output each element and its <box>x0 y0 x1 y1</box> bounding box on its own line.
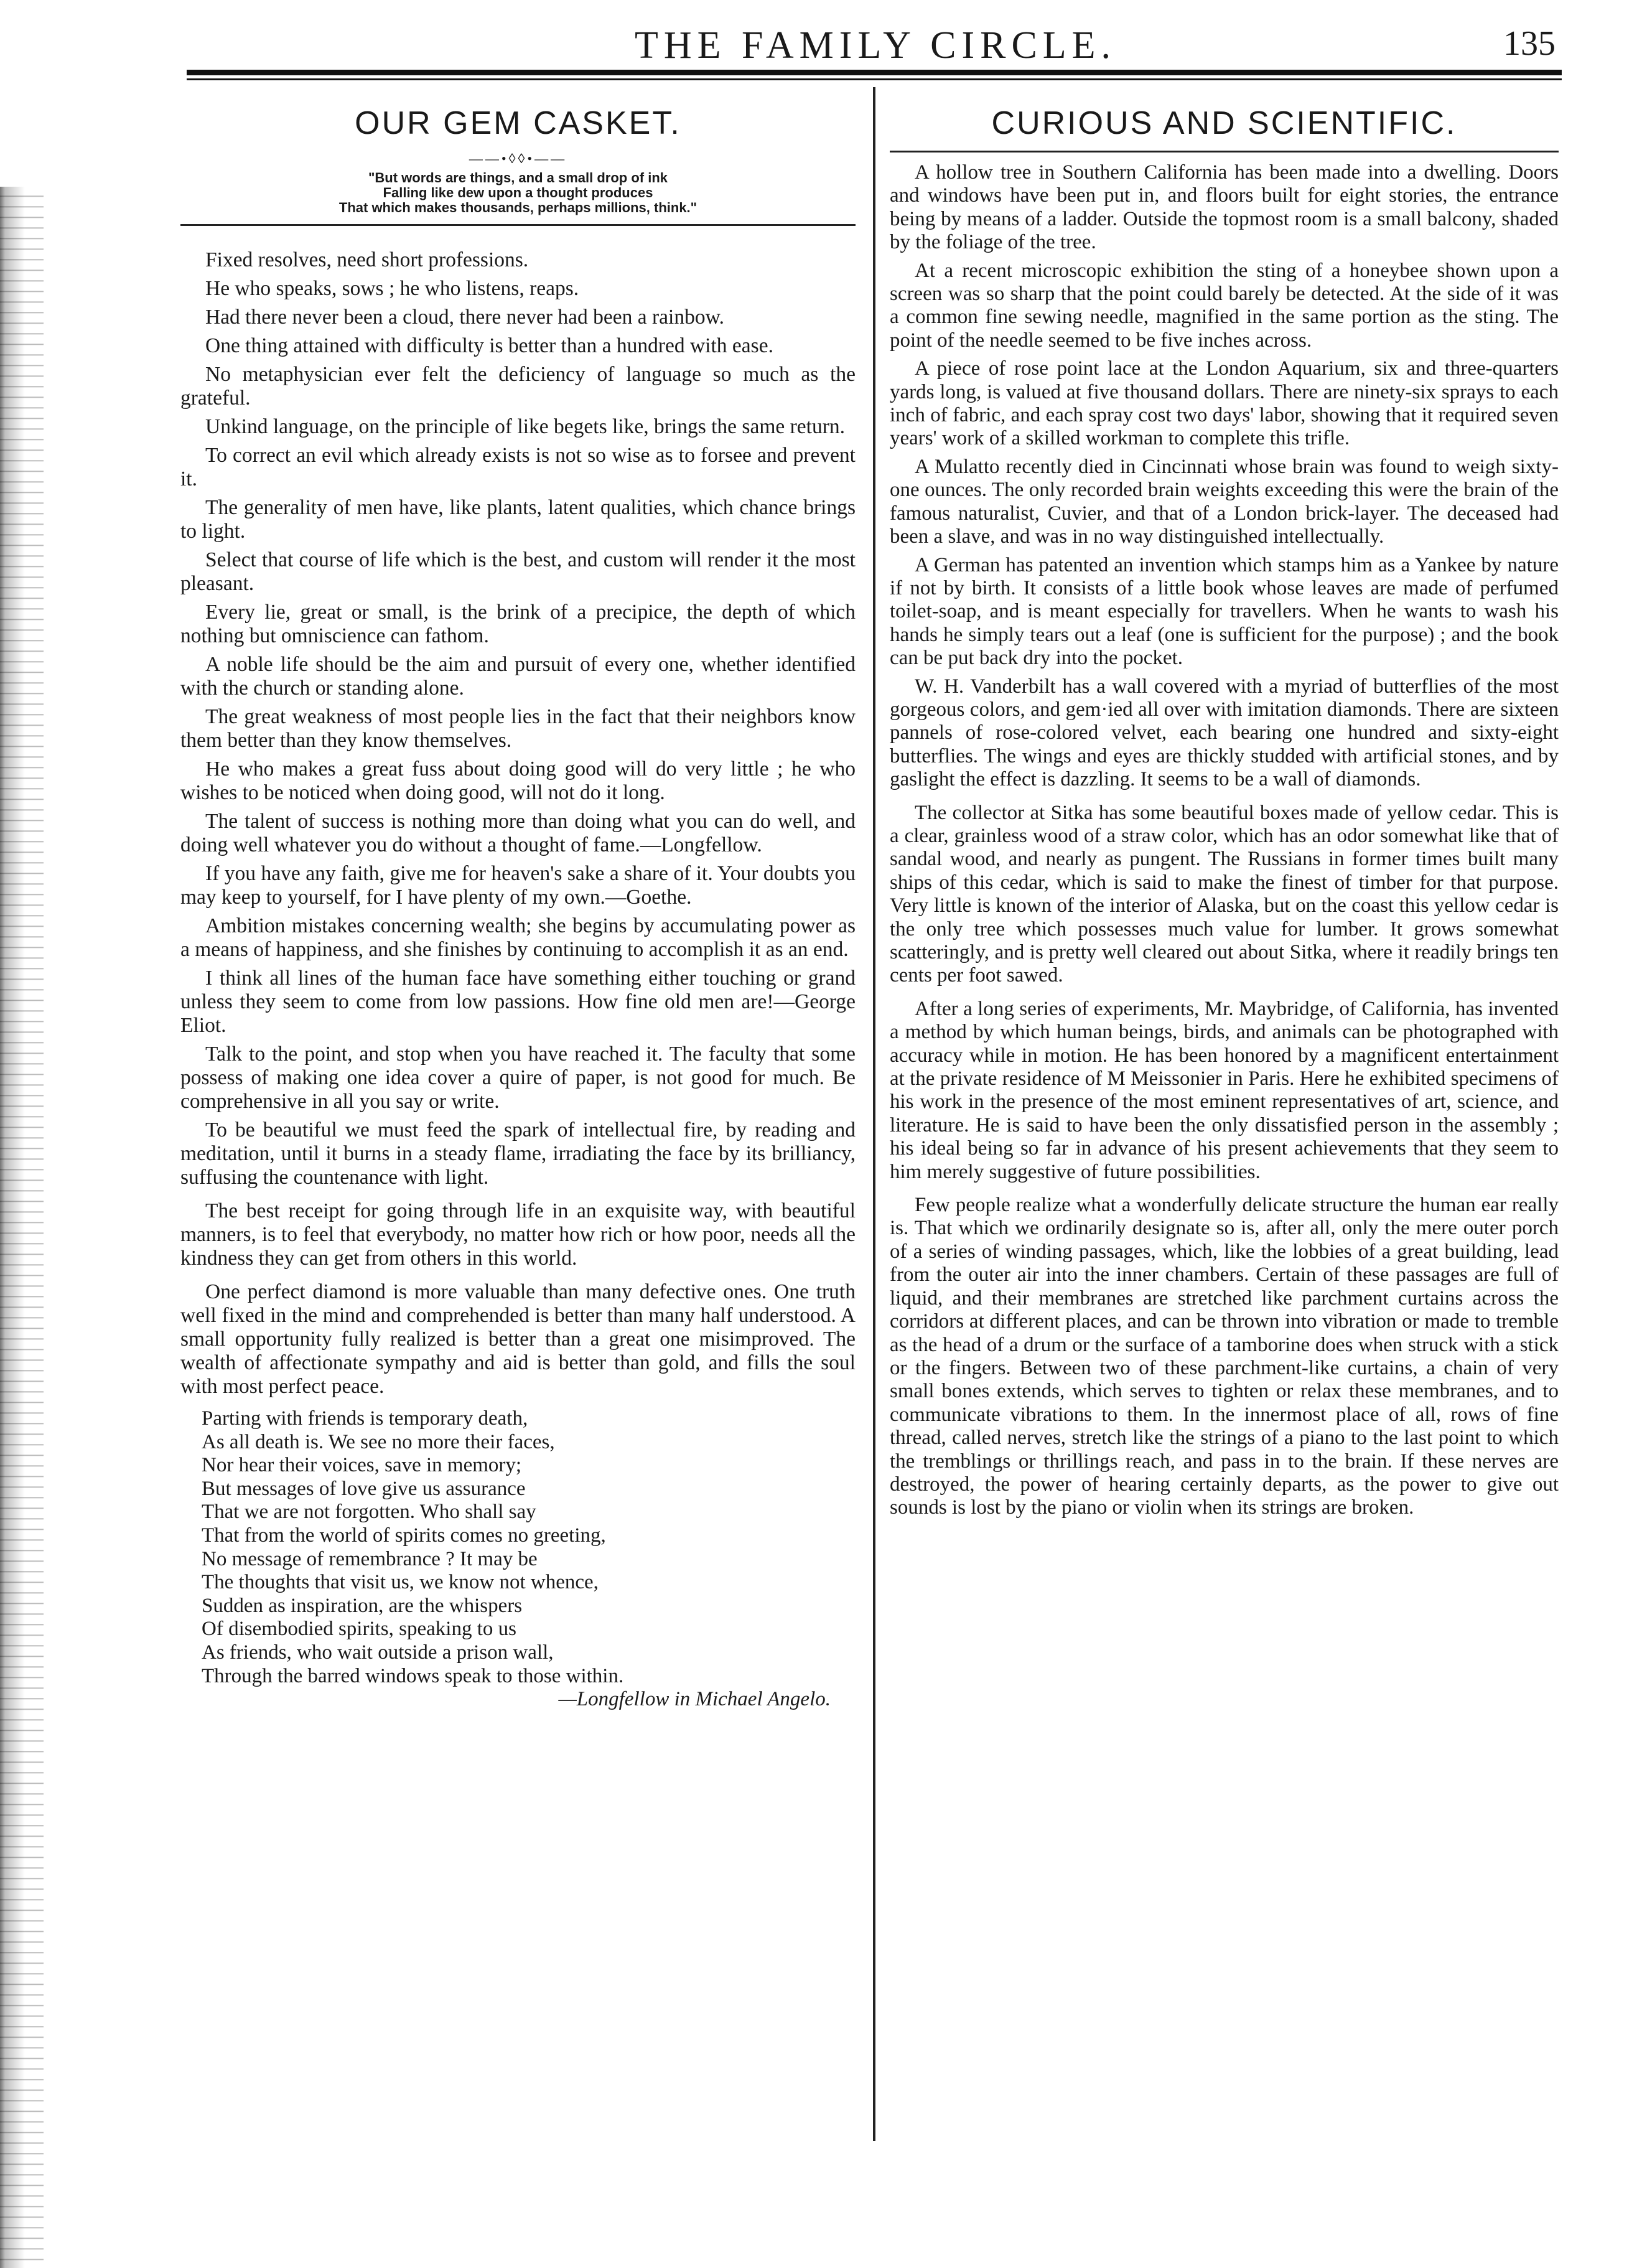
maxim-paragraph: If you have any faith, give me for heaven's sake a share of it. Your doubts you may keep to yourself, for I have plenty of my own.—Goethe. <box>180 862 856 909</box>
article-paragraph: A hollow tree in Southern California has been made into a dwelling. Doors and windows have been put in, and floors built for eight stories, the entrance being by means of a ladder. Outside the topmost room is a small balcony, shaded by the foliage of the tree. <box>890 161 1559 254</box>
maxim-paragraph: A noble life should be the aim and pursuit of every one, whether identified with the church or standing alone. <box>180 653 856 700</box>
poem-line: But messages of love give us assurance <box>202 1477 526 1500</box>
epigraph-line: "But words are things, and a small drop of ink <box>368 170 668 185</box>
column-divider <box>873 87 875 2141</box>
article-paragraph: After a long series of experiments, Mr. Maybridge, of California, has invented a method by which human beings, birds, and animals can be photographed with accuracy while in motion. He has been honored by a magnificent entertainment at the private residence of M Meissonier in Paris. Here he exhibited specimens of his work in the presence of the most eminent representatives of art, science, and literature. He is said to have been the only dissatisfied person in the assembly ; his ideal being so far in advance of his present achievements that they seem to him merely suggestive of future possibilities. <box>890 997 1559 1183</box>
poem-line: The thoughts that visit us, we know not whence, <box>202 1571 599 1594</box>
poem-line: Sudden as inspiration, are the whispers <box>202 1594 523 1617</box>
header-rule-thin <box>187 78 1562 80</box>
article-paragraph: Few people realize what a wonderfully delicate structure the human ear really is. That which we ordinarily designate so is, after all, only the mere outer porch of a series of winding passages, which, like the lobbies of a great building, lead from the outer air into the inner chambers. Certain of these passages are full of liquid, and their membranes are stretched like parchment curtains across the corridors at different places, and can be thrown into vibration or made to tremble as the head of a drum or the surface of a tamborine does when struck with a stick or the fingers. Between two of these parchment-like curtains, a chain of very small bones extends, which serves to tighten or relax these membranes, and to communicate vibrations to them. In the innermost place of all, rows of fine thread, called nerves, stretch like the strings of a piano to the last point to which the tremblings or thrillings reach, and pass in to the brain. If these nerves are destroyed, the power of hearing certainly departs, as the power to give out sounds is lost by the piano or violin when its strings are broken. <box>890 1194 1559 1519</box>
page-binding-edge <box>0 187 44 2268</box>
maxim-paragraph: The generality of men have, like plants, latent qualities, which chance brings to light. <box>180 496 856 543</box>
page-number: 135 <box>1503 24 1556 63</box>
maxim-paragraph: The talent of success is nothing more than doing what you can do well, and doing well whatever you do without a thought of fame.—Longfellow. <box>180 810 856 856</box>
poem-line: As all death is. We see no more their faces, <box>202 1430 555 1453</box>
section-rule <box>180 224 856 226</box>
maxim-paragraph: He who speaks, sows ; he who listens, reaps. <box>205 277 579 300</box>
article-paragraph: At a recent microscopic exhibition the sting of a honeybee shown upon a screen was so sharp that the point could barely be detected. At the side of it was a common fine sewing needle, magnified in the same portion as the sting. The point of the needle seemed to be five inches across. <box>890 259 1559 352</box>
maxim-paragraph: To be beautiful we must feed the spark of intellectual fire, by reading and meditation, until it burns in a steady flame, irradiating the face by its brilliancy, suffusing the countenance with light. <box>180 1118 856 1189</box>
poem-block <box>202 1407 856 1712</box>
maxim-paragraph: The best receipt for going through life in an exquisite way, with beautiful manners, is to feel that everybody, no matter how rich or how poor, needs all the kindness they can get from others in this world. <box>180 1199 856 1270</box>
epigraph <box>180 171 856 215</box>
poem-line: Parting with friends is temporary death, <box>202 1407 528 1430</box>
maxim-paragraph: No metaphysician ever felt the deficiency of language so much as the grateful. <box>180 363 856 410</box>
maxim-paragraph: The great weakness of most people lies in the fact that their neighbors know them better than they know themselves. <box>180 705 856 752</box>
poem-line: Of disembodied spirits, speaking to us <box>202 1618 516 1641</box>
page-title: THE FAMILY CIRCLE. <box>635 24 1117 67</box>
article-paragraph: A Mulatto recently died in Cincinnati whose brain was found to weigh sixty-one ounces. The only recorded brain weights exceeding this were the brain of the famous naturalist, Cuvier, and that of a London brick-layer. The deceased had been a slave, and was in no way distinguished intellectually. <box>890 455 1559 548</box>
epigraph-line: Falling like dew upon a thought produces <box>383 185 653 200</box>
section-title-curious-scientific: CURIOUS AND SCIENTIFIC. <box>991 105 1457 141</box>
poem-attribution: —Longfellow in Michael Angelo. <box>558 1688 831 1711</box>
maxim-paragraph: To correct an evil which already exists is not so wise as to forsee and prevent it. <box>180 444 856 490</box>
page-header <box>187 24 1556 67</box>
maxim-paragraph: Fixed resolves, need short professions. <box>205 248 529 271</box>
poem-line: That we are not forgotten. Who shall say <box>202 1501 536 1524</box>
epigraph-line: That which makes thousands, perhaps millions, think." <box>338 200 697 215</box>
maxim-paragraph: I think all lines of the human face have something either touching or grand unless they seem to come from low passions. How fine old men are!—George Eliot. <box>180 967 856 1037</box>
maxim-paragraph: Unkind language, on the principle of like begets like, brings the same return. <box>205 415 845 438</box>
section-rule <box>890 151 1559 152</box>
article-paragraph: A piece of rose point lace at the London Aquarium, six and three-quarters yards long, is valued at five thousand dollars. There are ninety-six sprays to each inch of fabric, and each spray cost two days' labor, showing that it required seven years' work of a skilled workman to complete this trifle. <box>890 357 1559 450</box>
article-paragraph: The collector at Sitka has some beautiful boxes made of yellow cedar. This is a clear, grainless wood of a straw color, which has an odor somewhat like that of sandal wood, and nearly as pungent. The Russians in former times built many ships of this cedar, which is said to make the finest of timber for that purpose. Very little is known of the interior of Alaska, but on the coast this yellow cedar is the only tree which possesses much value for lumber. It grows somewhat scatteringly, and is pretty well cleared out about Sitka, where it readily brings ten cents per foot sawed. <box>890 801 1559 987</box>
maxim-paragraph: Ambition mistakes concerning wealth; she begins by accumulating power as a means of happiness, and she finishes by continuing to accomplish it as an end. <box>180 914 856 961</box>
maxim-paragraph: He who makes a great fuss about doing good will do very little ; he who wishes to be noticed when doing good, will not do it long. <box>180 757 856 804</box>
maxim-paragraph: One thing attained with difficulty is better than a hundred with ease. <box>205 334 773 357</box>
article-paragraph: A German has patented an invention which stamps him as a Yankee by nature if not by birth. It consists of a little book whose leaves are made of perfumed toilet-soap, and is meant especially for travellers. When he wants to wash his hands he simply tears out a leaf (one is sufficient for the purpose) ; and the book can be put back dry into the pocket. <box>890 553 1559 670</box>
maxim-paragraph: Had there never been a cloud, there never had been a rainbow. <box>205 306 724 329</box>
ornament-divider: ——•◊◊•—— <box>469 151 567 166</box>
article-paragraph: W. H. Vanderbilt has a wall covered with a myriad of butterflies of the most gorgeous colors, and gem·ied all over with imitation diamonds. There are sixteen pannels of rose-colored velvet, each bearing one hundred and sixty-eight butterflies. The wings and eyes are thickly studded with artificial stones, and by gaslight the effect is dazzling. It seems to be a wall of diamonds. <box>890 675 1559 791</box>
poem-line: As friends, who wait outside a prison wall, <box>202 1641 554 1664</box>
poem-line: That from the world of spirits comes no greeting, <box>202 1524 606 1547</box>
right-column-curious-scientific <box>890 92 1559 1525</box>
header-rule-thick <box>187 70 1562 75</box>
poem-line: Through the barred windows speak to those within. <box>202 1664 624 1687</box>
maxim-paragraph: Select that course of life which is the best, and custom will render it the most pleasant. <box>180 548 856 595</box>
maxim-paragraph: One perfect diamond is more valuable than many defective ones. One truth well fixed in the mind and comprehended is better than many half understood. A small opportunity fully realized is better than a great one misimproved. The wealth of affectionate sympathy and aid is better than gold, and fills the soul with most perfect peace. <box>180 1280 856 1398</box>
left-column-gem-casket <box>180 92 856 1712</box>
maxim-paragraph: Every lie, great or small, is the brink of a precipice, the depth of which nothing but omniscience can fathom. <box>180 601 856 647</box>
poem-line: No message of remembrance ? It may be <box>202 1547 538 1570</box>
maxim-paragraph: Talk to the point, and stop when you have reached it. The faculty that some possess of making one idea cover a quire of paper, is not good for much. Be comprehensive in all you say or write. <box>180 1043 856 1113</box>
section-title-gem-casket: OUR GEM CASKET. <box>355 105 681 141</box>
poem-line: Nor hear their voices, save in memory; <box>202 1454 522 1477</box>
